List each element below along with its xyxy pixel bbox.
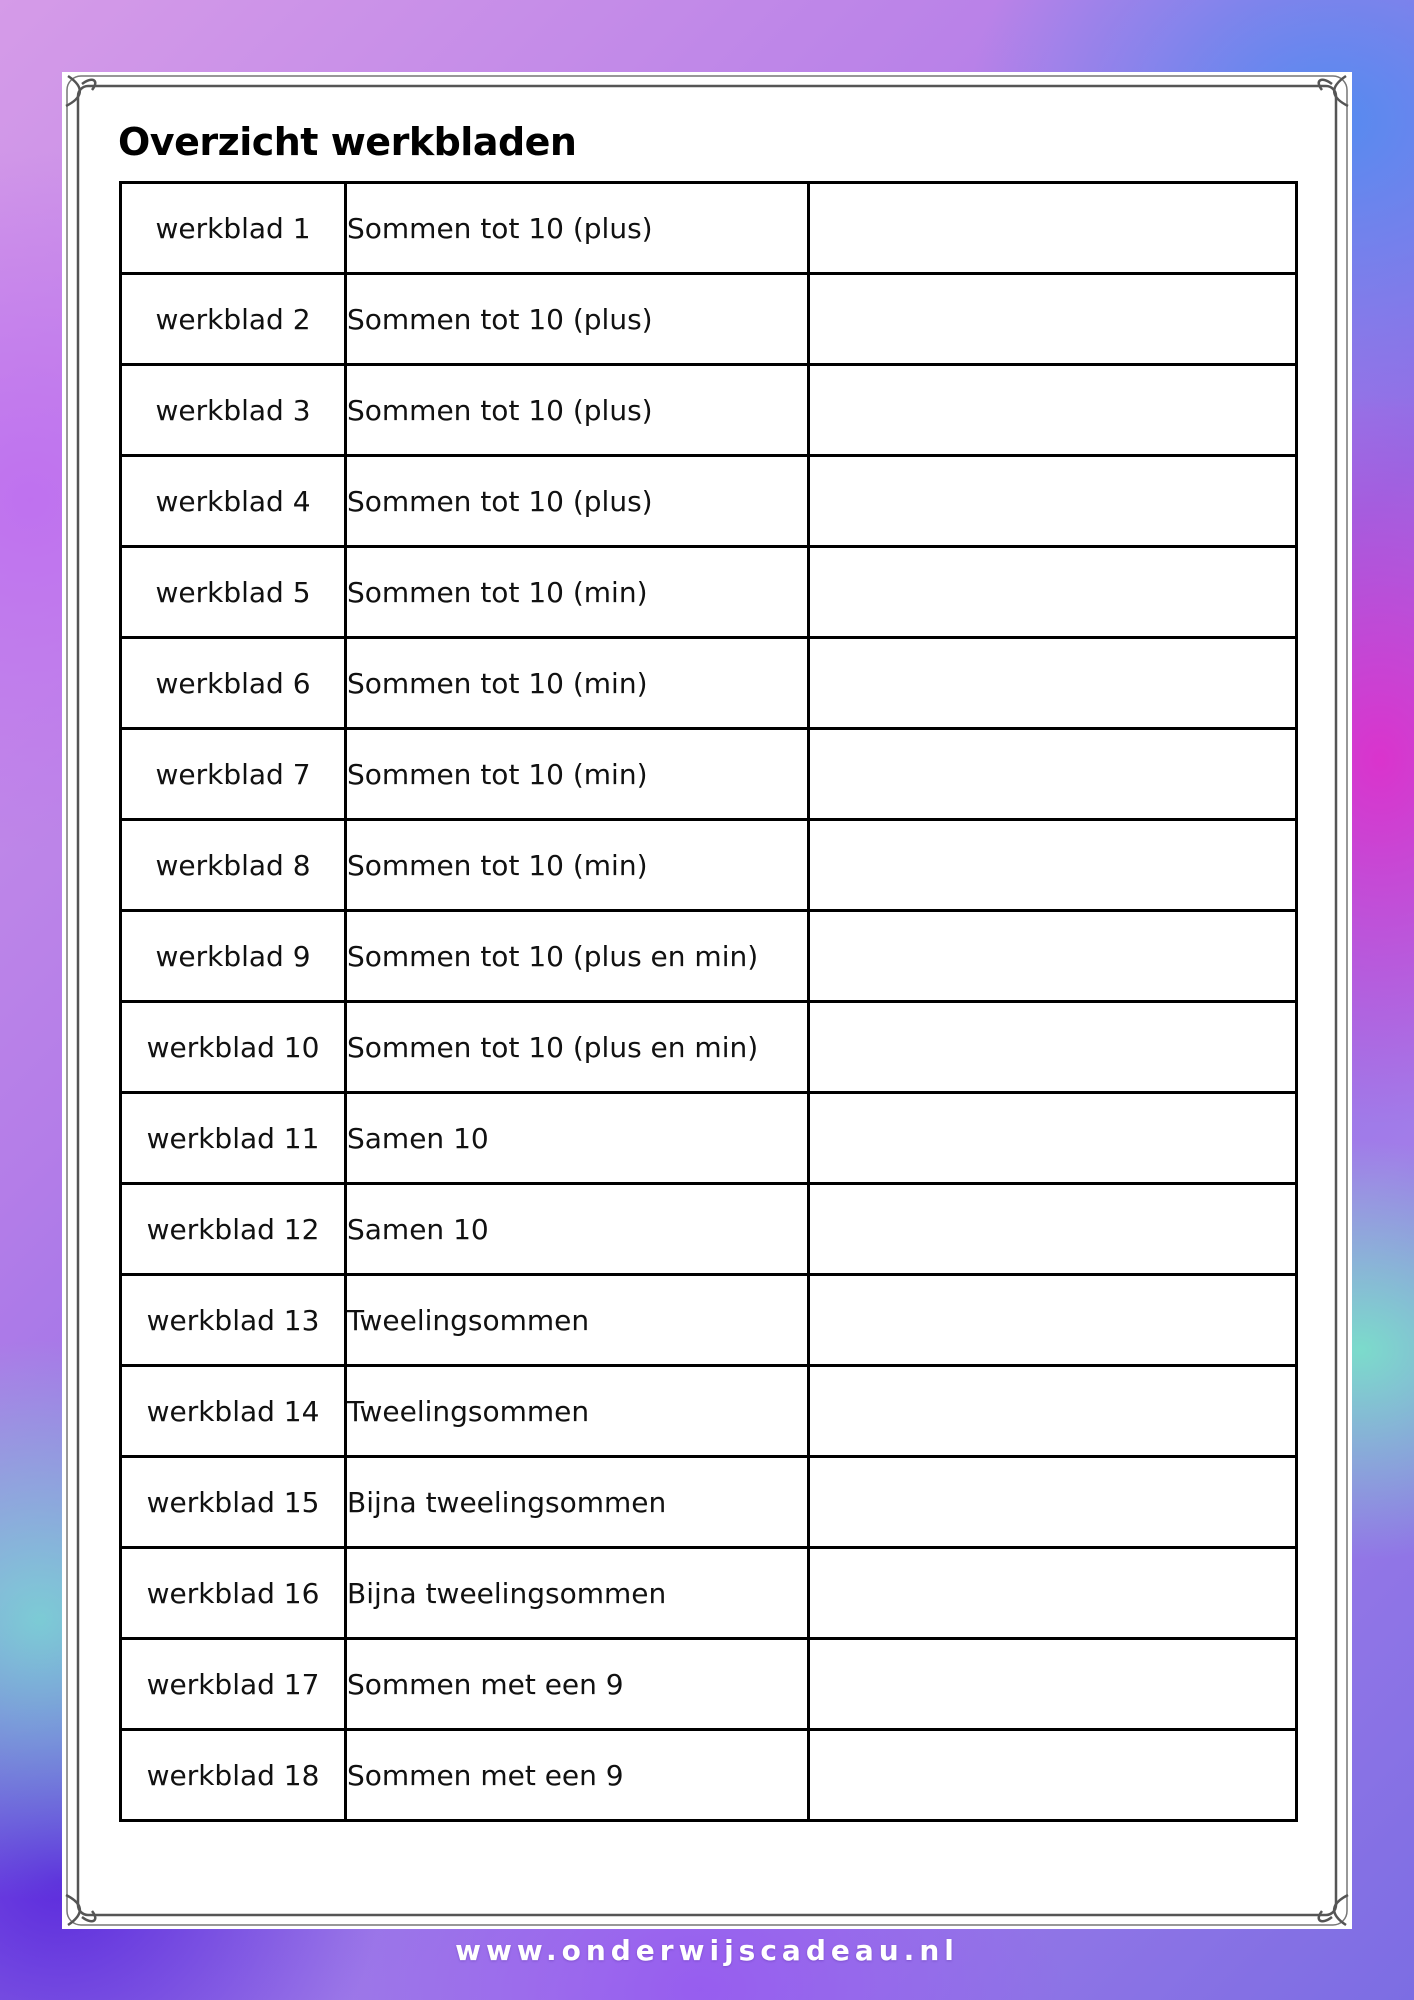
empty-note-cell (809, 911, 1297, 1002)
worksheet-overview-table (119, 181, 1298, 1822)
worksheet-number-cell: werkblad 7 (121, 729, 346, 820)
worksheet-topic-cell: Samen 10 (346, 1093, 809, 1184)
table-row (121, 820, 1297, 911)
worksheet-number-cell: werkblad 1 (121, 183, 346, 274)
table-row (121, 274, 1297, 365)
empty-note-cell (809, 365, 1297, 456)
table-row (121, 911, 1297, 1002)
table-row (121, 1184, 1297, 1275)
worksheet-topic-cell: Sommen tot 10 (min) (346, 820, 809, 911)
table-row (121, 1366, 1297, 1457)
worksheet-number-cell: werkblad 18 (121, 1730, 346, 1821)
worksheet-topic-cell: Sommen met een 9 (346, 1730, 809, 1821)
table-row (121, 1548, 1297, 1639)
table-row (121, 1002, 1297, 1093)
worksheet-topic-cell: Sommen met een 9 (346, 1639, 809, 1730)
worksheet-topic-cell: Sommen tot 10 (min) (346, 547, 809, 638)
worksheet-topic-cell: Sommen tot 10 (plus) (346, 274, 809, 365)
worksheet-number-cell: werkblad 2 (121, 274, 346, 365)
worksheet-topic-cell: Sommen tot 10 (plus) (346, 183, 809, 274)
empty-note-cell (809, 1366, 1297, 1457)
worksheet-page (62, 72, 1352, 1929)
empty-note-cell (809, 547, 1297, 638)
worksheet-number-cell: werkblad 12 (121, 1184, 346, 1275)
worksheet-number-cell: werkblad 11 (121, 1093, 346, 1184)
worksheet-number-cell: werkblad 4 (121, 456, 346, 547)
worksheet-number-cell: werkblad 14 (121, 1366, 346, 1457)
worksheet-topic-cell: Sommen tot 10 (min) (346, 638, 809, 729)
empty-note-cell (809, 274, 1297, 365)
footer-website: www.onderwijscadeau.nl (455, 1934, 959, 1967)
table-row (121, 1275, 1297, 1366)
empty-note-cell (809, 729, 1297, 820)
empty-note-cell (809, 1639, 1297, 1730)
worksheet-number-cell: werkblad 3 (121, 365, 346, 456)
empty-note-cell (809, 638, 1297, 729)
worksheet-number-cell: werkblad 13 (121, 1275, 346, 1366)
empty-note-cell (809, 1093, 1297, 1184)
table-row (121, 183, 1297, 274)
empty-note-cell (809, 1548, 1297, 1639)
worksheet-topic-cell: Bijna tweelingsommen (346, 1548, 809, 1639)
worksheet-topic-cell: Sommen tot 10 (plus) (346, 456, 809, 547)
empty-note-cell (809, 1184, 1297, 1275)
empty-note-cell (809, 1457, 1297, 1548)
worksheet-topic-cell: Sommen tot 10 (min) (346, 729, 809, 820)
worksheet-topic-cell: Sommen tot 10 (plus en min) (346, 1002, 809, 1093)
table-row (121, 1457, 1297, 1548)
worksheet-number-cell: werkblad 16 (121, 1548, 346, 1639)
worksheet-number-cell: werkblad 15 (121, 1457, 346, 1548)
worksheet-number-cell: werkblad 17 (121, 1639, 346, 1730)
table-body (121, 183, 1297, 1821)
worksheet-topic-cell: Sommen tot 10 (plus) (346, 365, 809, 456)
empty-note-cell (809, 183, 1297, 274)
empty-note-cell (809, 820, 1297, 911)
worksheet-number-cell: werkblad 5 (121, 547, 346, 638)
worksheet-topic-cell: Sommen tot 10 (plus en min) (346, 911, 809, 1002)
empty-note-cell (809, 1275, 1297, 1366)
table-row (121, 547, 1297, 638)
table-row (121, 365, 1297, 456)
empty-note-cell (809, 456, 1297, 547)
table-row (121, 1730, 1297, 1821)
worksheet-number-cell: werkblad 6 (121, 638, 346, 729)
worksheet-number-cell: werkblad 9 (121, 911, 346, 1002)
table-row (121, 456, 1297, 547)
table-row (121, 729, 1297, 820)
worksheet-number-cell: werkblad 8 (121, 820, 346, 911)
empty-note-cell (809, 1002, 1297, 1093)
worksheet-topic-cell: Tweelingsommen (346, 1275, 809, 1366)
table-row (121, 1093, 1297, 1184)
empty-note-cell (809, 1730, 1297, 1821)
worksheet-topic-cell: Samen 10 (346, 1184, 809, 1275)
worksheet-topic-cell: Bijna tweelingsommen (346, 1457, 809, 1548)
table-row (121, 1639, 1297, 1730)
table-row (121, 638, 1297, 729)
page-title: Overzicht werkbladen (118, 120, 577, 164)
worksheet-number-cell: werkblad 10 (121, 1002, 346, 1093)
worksheet-topic-cell: Tweelingsommen (346, 1366, 809, 1457)
